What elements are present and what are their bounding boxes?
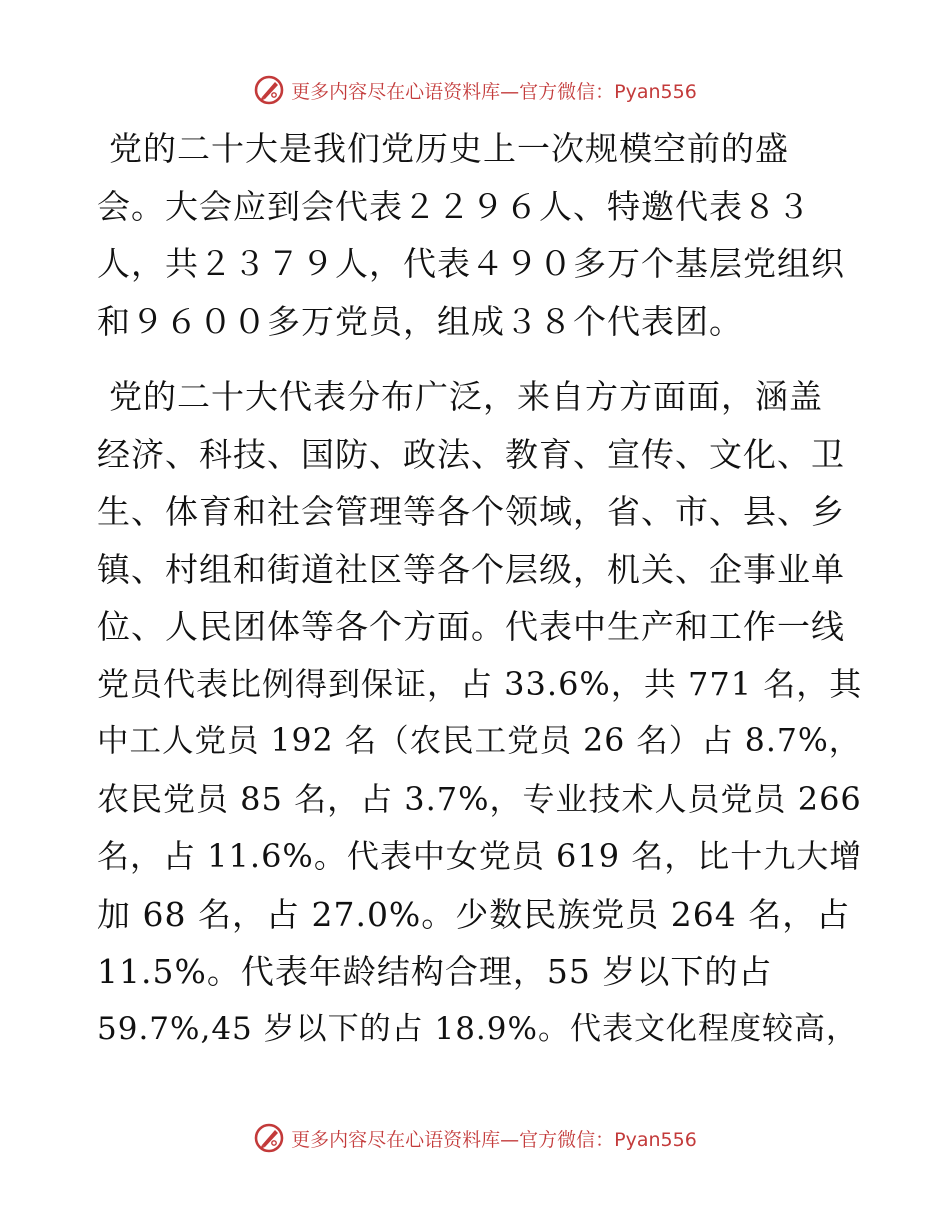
paragraph-line: 人，共２３７９人，代表４９０多万个基层党组织 [97, 244, 845, 283]
paragraph-line: 名，占 11.6%。代表中女党员 619 名，比十九大增 [97, 837, 863, 875]
paragraph-line: 生、体育和社会管理等各个领域，省、市、县、乡 [97, 492, 845, 531]
quill-seal-icon [253, 74, 285, 106]
paragraph-line: 党员代表比例得到保证，占 33.6%，共 771 名，其 [97, 664, 863, 703]
document-body [97, 120, 863, 1058]
quill-seal-icon [253, 1122, 285, 1154]
paragraph-line: 59.7%,45 岁以下的占 18.9%。代表文化程度较高， [97, 1010, 858, 1047]
paragraph-line: 位、人民团体等各个方面。代表中生产和工作一线 [97, 607, 845, 646]
paragraph-1 [97, 120, 857, 350]
paragraph-line: 农民党员 85 名，占 3.7%，专业技术人员党员 266 [97, 779, 862, 818]
paragraph-line: 中工人党员 192 名（农民工党员 26 名）占 8.7%， [97, 723, 862, 759]
header-banner [0, 70, 950, 110]
paragraph-line: 党的二十大代表分布广泛，来自方方面面，涵盖 [109, 377, 823, 416]
header-banner-text: 更多内容尽在心语资料库—官方微信：Pyan556 [291, 80, 697, 103]
paragraph-2 [97, 368, 863, 1058]
paragraph-line: 经济、科技、国防、政法、教育、宣传、文化、卫 [97, 434, 845, 474]
footer-banner [0, 1118, 950, 1158]
paragraph-line: 会。大会应到会代表２２９６人、特邀代表８３ [97, 186, 811, 226]
footer-banner-text: 更多内容尽在心语资料库—官方微信：Pyan556 [291, 1128, 697, 1151]
paragraph-line: 镇、村组和街道社区等各个层级，机关、企事业单 [97, 549, 845, 589]
paragraph-line: 11.5%。代表年龄结构合理，55 岁以下的占 [97, 952, 773, 991]
paragraph-line: 加 68 名，占 27.0%。少数民族党员 264 名，占 [97, 894, 851, 934]
paragraph-line: 党的二十大是我们党历史上一次规模空前的盛 [109, 129, 789, 168]
paragraph-line: 和９６００多万党员，组成３８个代表团。 [97, 301, 743, 341]
